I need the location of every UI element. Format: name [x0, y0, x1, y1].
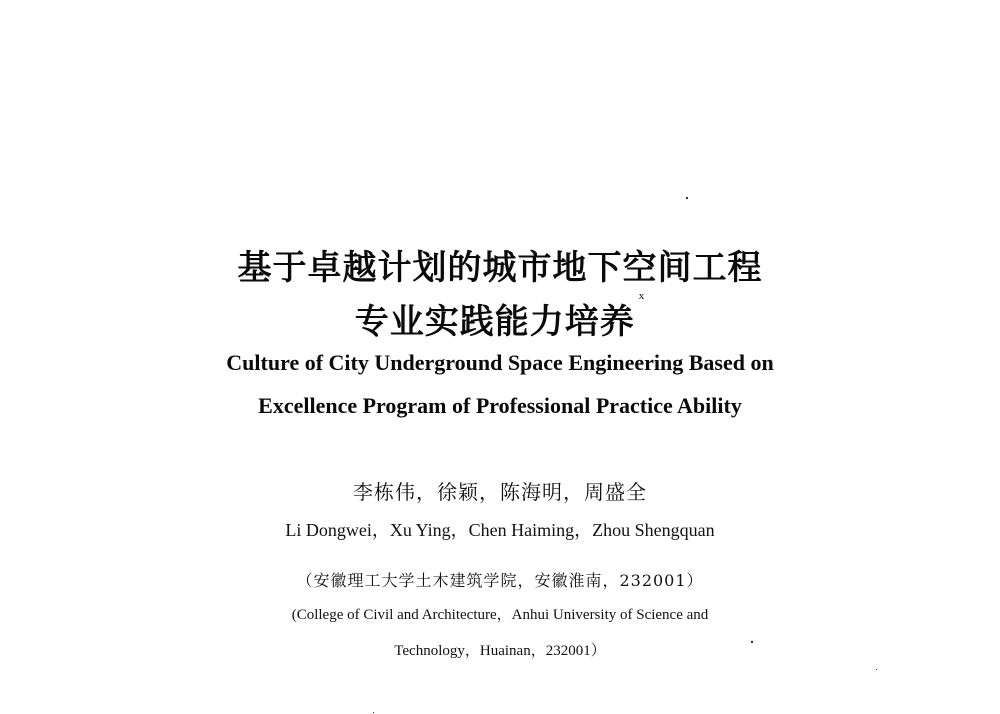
scan-speck: [876, 669, 877, 670]
scan-speck: [686, 197, 688, 199]
english-affiliation-line-1: (College of Civil and Architecture，Anhui University of Science and: [291, 607, 709, 623]
chinese-title-line-2: [0, 290, 1000, 343]
english-title-line-2: Excellence Program of Professional Practice Ability: [258, 393, 742, 418]
scan-speck: [751, 641, 753, 643]
scan-speck: [373, 712, 374, 713]
chinese-authors: 李栋伟，徐颖，陈海明，周盛全: [353, 480, 647, 504]
chinese-title-text-2: 专业实践能力培养: [354, 302, 635, 342]
english-authors: Li Dongwei，Xu Ying，Chen Haiming，Zhou Shengquan: [285, 520, 715, 540]
chinese-affiliation: （安徽理工大学土木建筑学院，安徽淮南，232001）: [296, 571, 704, 590]
english-title-line-1: Culture of City Underground Space Engineering Based on: [226, 350, 774, 375]
english-affiliation-line-2: Technology，Huainan，232001）: [394, 643, 606, 659]
chinese-title-line-1: [0, 240, 1000, 289]
title-footnote-mark: x: [638, 290, 646, 302]
chinese-title-text-1: 基于卓越计划的城市地下空间工程: [237, 248, 763, 288]
